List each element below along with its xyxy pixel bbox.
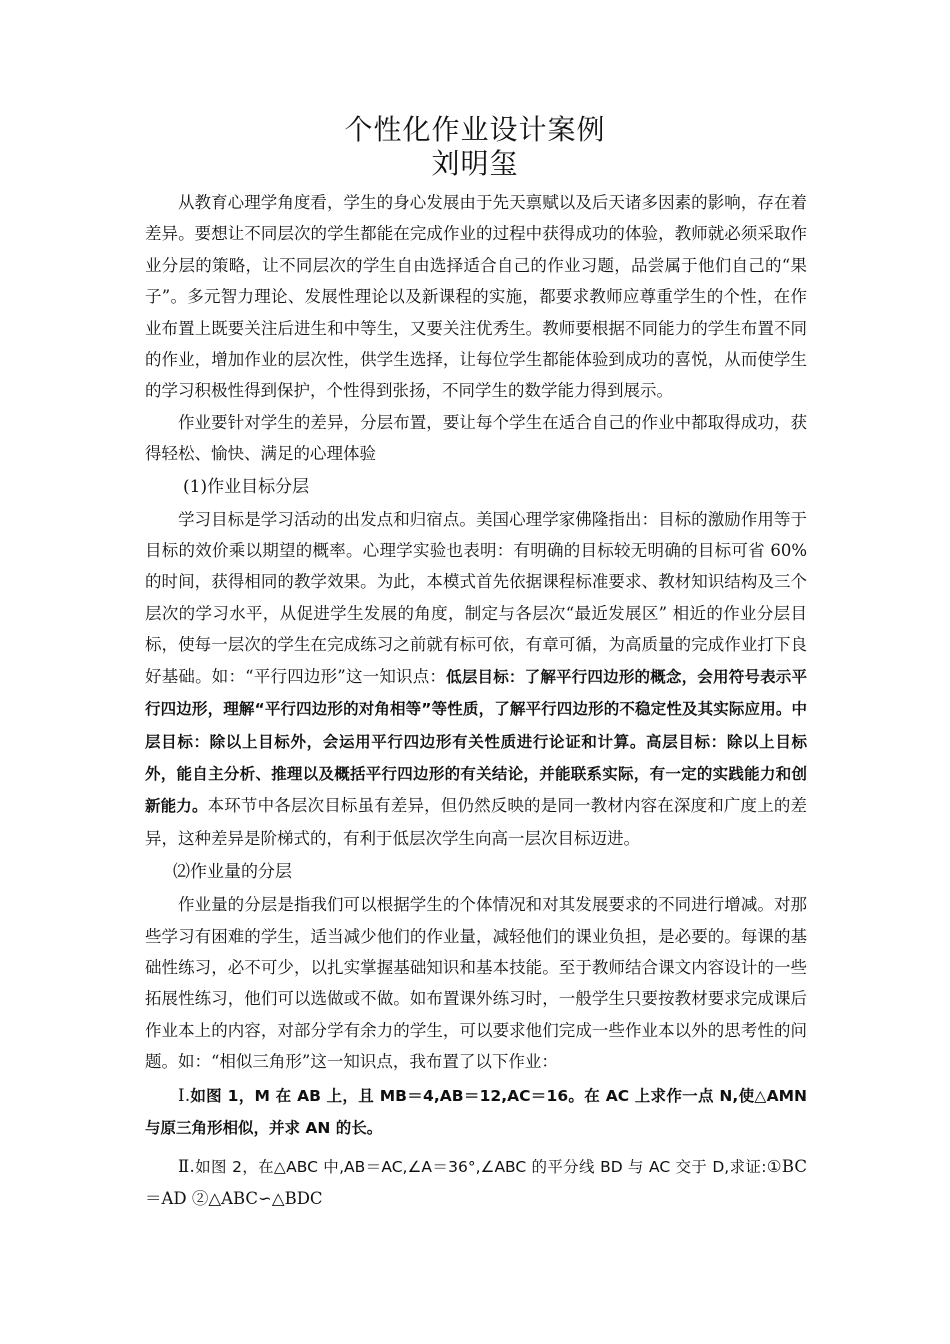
paragraph-intro: 从教育心理学角度看，学生的身心发展由于先天禀赋以及后天诸多因素的影响，存在着差异。要想让不同层次的学生都能在完成作业的过程中获得成功的体验，教师就必须采取作业分层的策略，让不同层次的学生自由选择适合自己的作业习题，品尝属于他们自己的“果子”。多元智力理论、发展性理论以及新课程的实施，都要求教师应尊重学生的个性，在作业布置上既要关注后进生和中等生，又要关注优秀生。教师要根据不同能力的学生布置不同的作业，增加作业的层次性，供学生选择，让每位学生都能体验到成功的喜悦，从而使学生的学习积极性得到保护，个性得到张扬，不同学生的数学能力得到展示。: [145, 193, 807, 401]
document-title: 个性化作业设计案例: [344, 113, 606, 146]
question-1: [145, 1080, 807, 1144]
question-1-number: Ⅰ.: [178, 1085, 191, 1105]
document-body: [145, 187, 807, 1214]
paragraph-differentiation: 作业要针对学生的差异，分层布置，要让每个学生在适合自己的作业中都取得成功，获得轻松、愉快、满足的心理体验: [145, 412, 807, 464]
paragraph-goal-layering: [145, 504, 807, 854]
goal-layering-text-intro: 学习目标是学习活动的出发点和归宿点。美国心理学家佛隆指出：目标的激励作用等于目标的效价乘以期望的概率。心理学实验也表明：有明确的目标较无明确的目标可省 60%的时间，获得相同的教学效果。为此，本模式首先依据课程标准要求、教材知识结构及三个层次的学习水平，从促进学生发展的角度，制定与各层次“最近发展区” 相近的作业分层目标，使每一层次的学生在完成练习之前就有标可依，有章可循，为高质量的完成作业打下良好基础。如：“平行四边形”这一知识点：: [145, 509, 807, 686]
section-heading-workload-layering: ⑵作业量的分层: [173, 862, 292, 883]
question-2: [145, 1151, 807, 1214]
paragraph-workload-layering: 作业量的分层是指我们可以根据学生的个体情况和对其发展要求的不同进行增减。对那些学习有困难的学生，适当减少他们的作业量，减轻他们的课业负担，是必要的。每课的基础性练习，必不可少，以扎实掌握基础知识和基本技能。至于教师结合课文内容设计的一些拓展性练习，他们可以选做或不做。如布置课外练习时，一般学生只要按教材要求完成课后作业本上的内容，对部分学有余力的学生，可以要求他们完成一些作业本以外的思考性的问题。如：“相似三角形”这一知识点，我布置了以下作业：: [145, 895, 807, 1072]
document-author: 刘明玺: [431, 147, 519, 180]
question-2-number: Ⅱ.: [178, 1156, 195, 1176]
section-heading-goal-layering: (1)作业目标分层: [183, 476, 310, 497]
goal-layering-text-levels: 低层目标：了解平行四边形的概念，会用符号表示平行四边形，理解“平行四边形的对角相等”等性质，了解平行四边形的不稳定性及其实际应用。中层目标：除以上目标外，会运用平行四边形有关性质进行论证和计算。高层目标：除以上目标外，能自主分析、推理以及概括平行四边形的有关结论，并能联系实际，有一定的实践能力和创新能力。: [145, 667, 807, 816]
goal-layering-text-summary: 本环节中各层次目标虽有差异，但仍然反映的是同一教材内容在深度和广度上的差异，这种差异是阶梯式的，有利于低层次学生向高一层次目标迈进。: [145, 796, 807, 848]
question-2-text: 如图 2，在△ABC 中,AB＝AC,∠A＝36°,∠ABC 的平分线 BD 与 AC 交于 D,求证:: [194, 1157, 767, 1176]
question-2-proofs: ①BC＝AD ②△ABC∽△BDC: [145, 1156, 807, 1208]
question-1-text: 如图 1，M 在 AB 上，且 MB＝4,AB＝12,AC＝16。在 AC 上求作一点 N,使△AMN 与原三角形相似，并求 AN 的长。: [145, 1086, 807, 1137]
